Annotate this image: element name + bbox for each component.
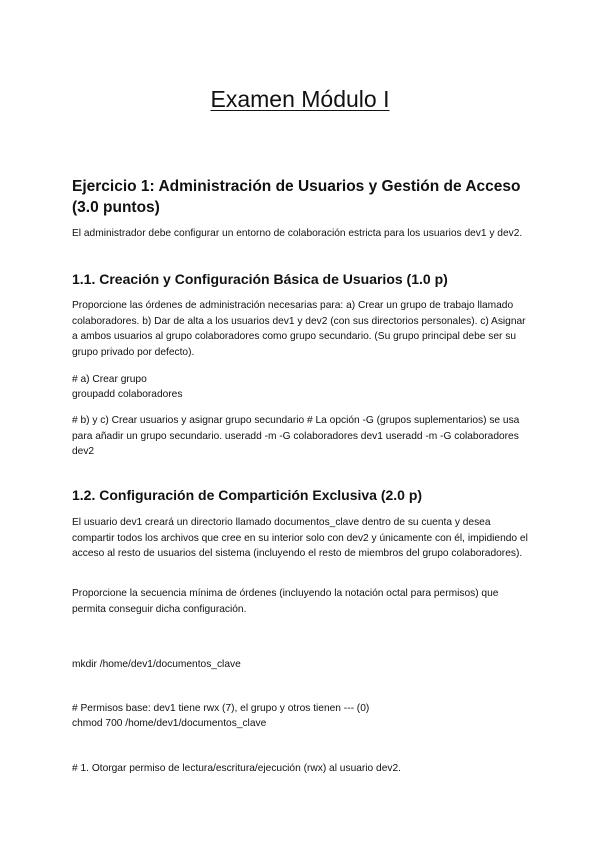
answer-a-comment: # a) Crear grupo [72, 374, 147, 385]
answer-bc: # b) y c) Crear usuarios y asignar grupo secundario # La opción -G (grupos suplementarios) se usa para añadir un grupo secundario. useradd -m -G colaboradores dev1 useradd -m -G colaboradores dev2 [72, 415, 520, 457]
cmd-mkdir: mkdir /home/dev1/documentos_clave [72, 659, 241, 670]
section-1-2-heading: 1.2. Configuración de Compartición Exclusiva (2.0 p) [72, 487, 423, 503]
cmd-chmod: chmod 700 /home/dev1/documentos_clave [72, 718, 267, 729]
document-title: Examen Módulo I [210, 86, 390, 112]
section-1-1-heading: 1.1. Creación y Configuración Básica de Usuarios (1.0 p) [72, 271, 448, 287]
answer-a-command: groupadd colaboradores [72, 389, 183, 400]
section-1-2-request: Proporcione la secuencia mínima de órdenes (incluyendo la notación octal para permisos) que permita conseguir dicha configuración. [72, 588, 499, 615]
exercise-1-heading: Ejercicio 1: Administración de Usuarios y Gestión de Acceso (3.0 puntos) [72, 178, 521, 216]
section-1-1-instructions: Proporcione las órdenes de administración necesarias para: a) Crear un grupo de trabajo llamado colaboradores. b) Dar de alta a los usuarios dev1 y dev2 (con sus directorios personales). c) Asignar a ambos usuarios al grupo colaboradores como grupo secundario. (Su grupo principal debe ser su grupo privado por defecto). [72, 300, 526, 358]
step-1-comment: # 1. Otorgar permiso de lectura/escritura/ejecución (rwx) al usuario dev2. [72, 763, 401, 774]
section-1-2-description: El usuario dev1 creará un directorio llamado documentos_clave dentro de su cuenta y desea compartir todos los archivos que cree en su interior solo con dev2 y únicamente con él, impidiendo el acceso al resto de usuarios del sistema (incluyendo el resto de miembros del grupo colaboradores). [72, 517, 528, 559]
permissions-comment: # Permisos base: dev1 tiene rwx (7), el grupo y otros tienen --- (0) [72, 703, 370, 714]
exercise-1-intro: El administrador debe configurar un entorno de colaboración estricta para los usuarios dev1 y dev2. [72, 228, 523, 239]
